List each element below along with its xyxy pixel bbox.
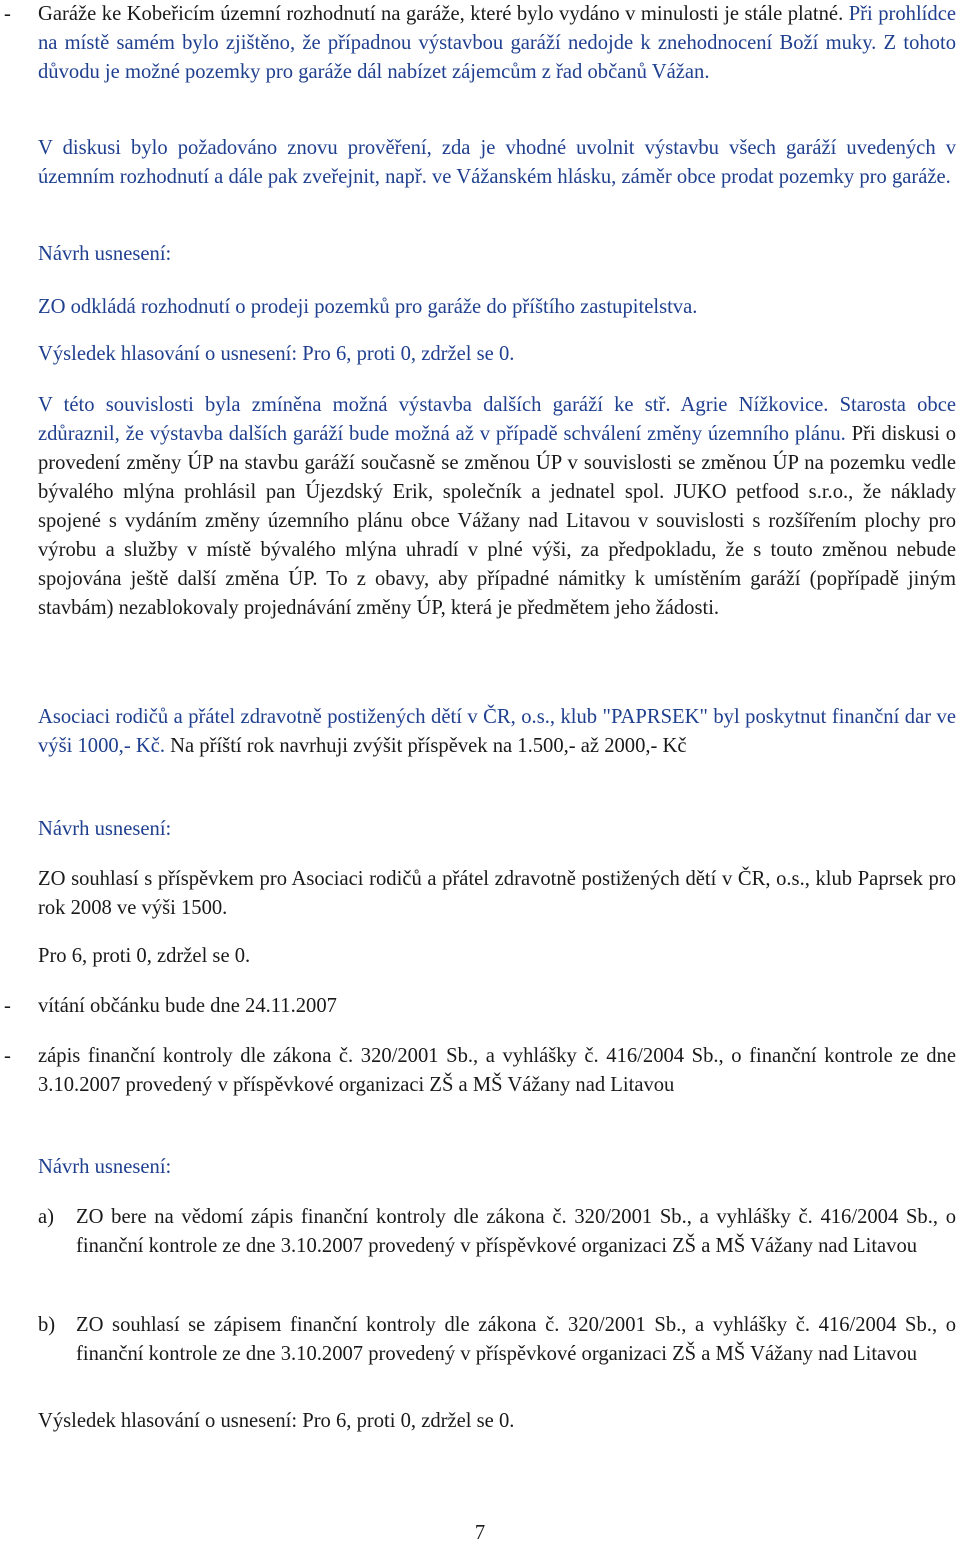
inspection-item xyxy=(0,1042,956,1100)
resolution-3-item-text: ZO souhlasí se zápisem finanční kontroly dle zákona č. 320/2001 Sb., a vyhlášky č. 416/2004 Sb., o finanční kontrole ze dne 3.10.2007 provedený v příspěvkové organizaci ZŠ a MŠ Vážany nad Litavou xyxy=(76,1314,956,1365)
donation-paragraph xyxy=(38,703,956,761)
list-dash: - xyxy=(4,3,11,25)
page-number: 7 xyxy=(474,1522,486,1544)
resolution-1: ZO odkládá rozhodnutí o prodeji pozemků pro garáže do příštího zastupitelstva. xyxy=(38,296,698,318)
context-paragraph xyxy=(38,391,956,623)
item-letter: a) xyxy=(38,1206,54,1228)
resolution-label-2: Návrh usnesení: xyxy=(38,818,172,840)
garage-item xyxy=(0,0,956,87)
resolution-2: ZO souhlasí s příspěvkem pro Asociaci rodičů a přátel zdravotně postižených dětí v ČR, o.s., klub Paprsek pro rok 2008 ve výši 1500. xyxy=(38,868,956,919)
inspection-item-text: zápis finanční kontroly dle zákona č. 320/2001 Sb., a vyhlášky č. 416/2004 Sb., o finanční kontrole ze dne 3.10.2007 provedený v příspěvkové organizaci ZŠ a MŠ Vážany nad Litavou xyxy=(38,1045,956,1096)
resolution-3-item-a xyxy=(38,1203,956,1261)
vote-result-1: Výsledek hlasování o usnesení: Pro 6, proti 0, zdržel se 0. xyxy=(38,343,515,365)
list-dash: - xyxy=(4,1045,11,1067)
context-blue-text: V této souvislosti byla zmíněna možná výstavba dalších garáží ke stř. Agrie Nížkovice. Starosta obce zdůraznil, že výstavba dalších garáží bude možná až v případě schválení změny územního plánu. xyxy=(38,394,956,445)
donation-blue-text: Asociaci rodičů a přátel zdravotně postižených dětí v ČR, o.s., klub "PAPRSEK" byl poskytnut finanční dar ve výši 1000,- Kč. xyxy=(38,706,956,757)
discussion-paragraph: V diskusi bylo požadováno znovu prověření, zda je vhodné uvolnit výstavbu všech garáží uvedených v územním rozhodnutí a dále pak zveřejnit, např. ve Vážanském hlásku, záměr obce prodat pozemky pro garáže. xyxy=(38,137,956,188)
context-text: Při diskusi o provedení změny ÚP na stavbu garáží současně se změnou ÚP v souvislosti se změnou ÚP na pozemku vedle bývalého mlýna prohlásil pan Újezdský Erik, společník a jednatel spol. JUKO petfood s.r.o., že náklady spojené s vydáním změny územního plánu obce Vážany nad Litavou v souvislosti s rozšířením plochy pro výrobu a služby v místě bývalého mlýna uhradí v plné výši, za předpokladu, že s touto změnou nebude spojována ještě další změna ÚP. To z obavy, aby případné námitky k umístěním garáží (popřípadě jiným stavbám) nezablokovaly projednávání změny ÚP, která je předmětem jeho žádosti. xyxy=(38,423,956,619)
welcome-item xyxy=(0,992,956,1021)
resolution-3-item-text: ZO bere na vědomí zápis finanční kontroly dle zákona č. 320/2001 Sb., a vyhlášky č. 416/2004 Sb., o finanční kontrole ze dne 3.10.2007 provedený v příspěvkové organizaci ZŠ a MŠ Vážany nad Litavou xyxy=(76,1206,956,1257)
welcome-item-text: vítání občánku bude dne 24.11.2007 xyxy=(38,995,337,1017)
garage-item-text: Garáže ke Kobeřicím územní rozhodnutí na garáže, které bylo vydáno v minulosti je stále platné. xyxy=(38,3,844,25)
list-dash: - xyxy=(4,995,11,1017)
vote-result-2: Pro 6, proti 0, zdržel se 0. xyxy=(38,945,251,967)
resolution-label-3: Návrh usnesení: xyxy=(38,1156,172,1178)
resolution-label-1: Návrh usnesení: xyxy=(38,243,172,265)
vote-result-3: Výsledek hlasování o usnesení: Pro 6, proti 0, zdržel se 0. xyxy=(38,1410,515,1432)
donation-text: Na příští rok navrhuji zvýšit příspěvek na 1.500,- až 2000,- Kč xyxy=(170,735,687,757)
item-letter: b) xyxy=(38,1314,56,1336)
resolution-3-item-b xyxy=(38,1311,956,1369)
garage-item-blue-text: Při prohlídce na místě samém bylo zjištěno, že případnou výstavbou garáží nedojde k znehodnocení Boží muky. Z tohoto důvodu je možné pozemky pro garáže dál nabízet zájemcům z řad občanů Vážan. xyxy=(38,3,956,83)
